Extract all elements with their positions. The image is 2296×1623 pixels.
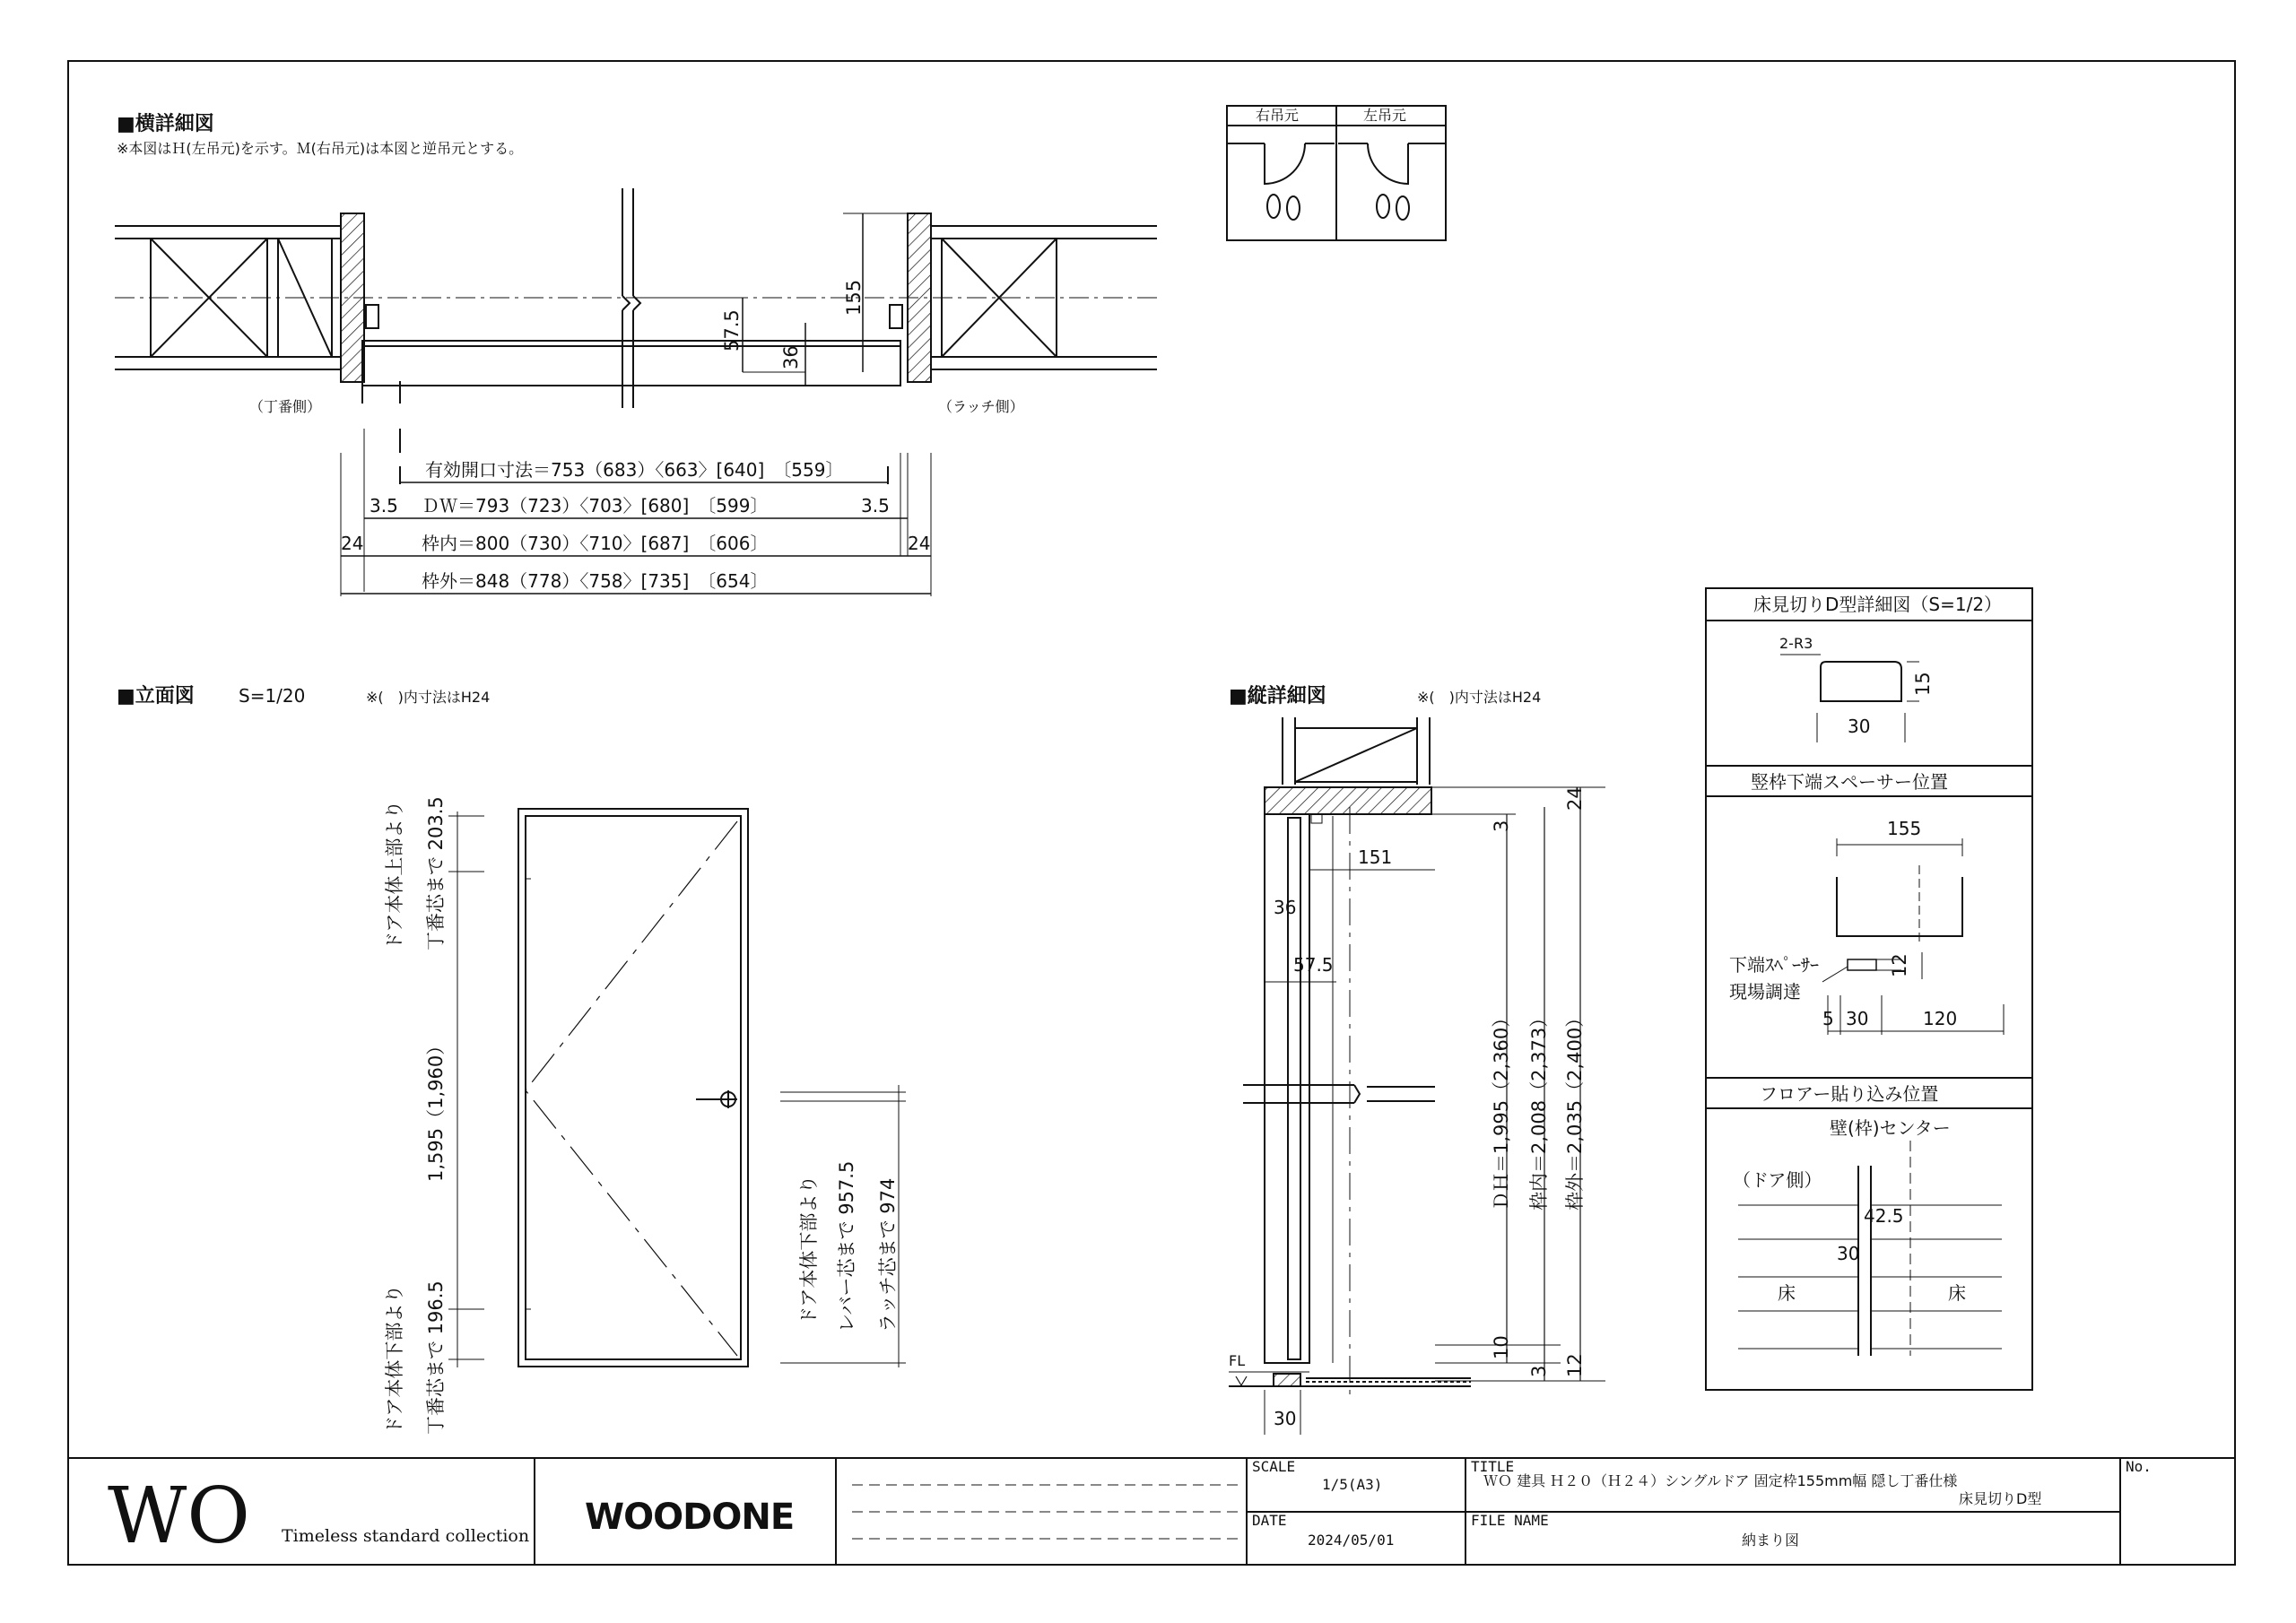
elev-door-bottom: ドア本体下部より — [798, 1175, 820, 1325]
sec-dim-57-5: 57.5 — [1293, 954, 1334, 976]
plan-dim-36: 36 — [780, 345, 802, 369]
elev-hinge-top: ドア本体上部より — [384, 800, 405, 950]
latch-side-label: （ラッチ側） — [938, 398, 1024, 415]
file-name-value: 納まり図 — [1742, 1532, 1800, 1549]
date-value: 2024/05/01 — [1308, 1532, 1395, 1549]
elev-hinge-top-dim: 丁番芯まで 203.5 — [425, 796, 447, 950]
section-note: ※( )内寸法はH24 — [1417, 689, 1542, 706]
section-title: ■縦詳細図 — [1229, 685, 1326, 707]
elevation-note: ※( )内寸法はH24 — [366, 689, 491, 706]
elevation-scale: S=1/20 — [239, 685, 306, 707]
spacer-dim-155: 155 — [1887, 818, 1922, 839]
sec-dh-dim: ＤＨ＝1,995（2,360） — [1491, 1008, 1512, 1211]
file-name-label: FILE NAME — [1471, 1512, 1549, 1529]
sec-fl-label: FL — [1229, 1352, 1246, 1369]
plan-gap-right: 3.5 — [861, 495, 890, 516]
legend-left-hinge: 左吊元 — [1363, 107, 1407, 124]
sec-top-24: 24 — [1564, 786, 1586, 811]
floor-title: フロアー貼り込み位置 — [1760, 1083, 1939, 1105]
plan-inner-right: 24 — [908, 533, 931, 554]
plan-inner-left: 24 — [341, 533, 364, 554]
elevation-title: ■立面図 — [117, 685, 195, 707]
sec-bot-3: 3 — [1528, 1365, 1550, 1377]
spacer-dim-12: 12 — [1889, 953, 1910, 977]
floor-center: 壁(枠)センター — [1830, 1117, 1951, 1139]
legend-right-hinge: 右吊元 — [1256, 107, 1300, 124]
plan-inner-dim: 枠内＝800（730）〈710〉[687] 〔606〕 — [422, 533, 769, 554]
hinge-side-label: （丁番側） — [249, 398, 322, 415]
spacer-title: 竪枠下端スペーサー位置 — [1751, 771, 1948, 793]
floor-left: 床 — [1778, 1282, 1796, 1304]
title-line1: ＷＯ 建具 Ｈ２０（Ｈ２４）シングルドア 固定枠155mm幅 隠し丁番仕様 — [1483, 1472, 1958, 1489]
elev-hinge-bottom: ドア本体下部より — [384, 1284, 405, 1435]
plan-title: ■横詳細図 — [117, 113, 214, 135]
plan-outer-dim: 枠外＝848（778）〈758〉[735] 〔654〕 — [422, 570, 769, 592]
plan-dw-dim: ＤＷ＝793（723）〈703〉[680] 〔599〕 — [422, 495, 769, 516]
sheet-no-label: No. — [2126, 1458, 2152, 1475]
brand-tagline: Timeless standard collection — [282, 1526, 530, 1546]
plan-gap-left: 3.5 — [370, 495, 398, 516]
spacer-site: 現場調達 — [1729, 981, 1801, 1002]
sec-bot-12: 12 — [1564, 1353, 1586, 1377]
elev-mid-dim: 1,595（1,960） — [425, 1036, 447, 1182]
woodone-logo: WOODONE — [585, 1497, 795, 1538]
plan-dim-57-5: 57.5 — [721, 309, 743, 352]
elev-lever-dim: レバー芯まで 957.5 — [836, 1160, 857, 1332]
spacer-label: 下端ｽﾍﾟｰｻｰ — [1729, 954, 1819, 976]
sill-height: 15 — [1912, 672, 1934, 696]
sec-bot-10: 10 — [1491, 1335, 1512, 1359]
spacer-dim-120: 120 — [1923, 1008, 1958, 1029]
plan-dim-155: 155 — [843, 279, 865, 316]
elev-hinge-bottom-dim: 丁番芯まで 196.5 — [425, 1280, 447, 1435]
floor-dim-42-5: 42.5 — [1864, 1205, 1904, 1227]
sill-radius: 2-R3 — [1779, 635, 1813, 652]
spacer-dim-5: 5 — [1822, 1008, 1834, 1029]
floor-door-side: （ドア側） — [1733, 1169, 1822, 1191]
elev-latch-dim: ラッチ芯まで 974 — [877, 1177, 899, 1332]
floor-right: 床 — [1948, 1282, 1966, 1304]
title-line2: 床見切りD型 — [1959, 1490, 2042, 1507]
date-label: DATE — [1252, 1512, 1287, 1529]
plan-opening-dim: 有効開口寸法＝753（683）〈663〉[640] 〔559〕 — [425, 459, 844, 481]
hinge-legend-box — [1227, 106, 1446, 240]
brand-mark: WO — [108, 1471, 250, 1561]
sec-dim-30: 30 — [1274, 1408, 1297, 1429]
scale-label: SCALE — [1252, 1458, 1296, 1475]
sec-outer-dim: 枠外＝2,035（2,400） — [1564, 1008, 1586, 1211]
sill-width: 30 — [1848, 716, 1871, 737]
sill-detail-title: 床見切りD型詳細図（S=1/2） — [1753, 594, 2003, 615]
sec-dim-36: 36 — [1274, 897, 1297, 918]
title-label: TITLE — [1471, 1458, 1515, 1475]
floor-dim-30: 30 — [1837, 1243, 1860, 1264]
sec-top-3: 3 — [1491, 820, 1512, 832]
spacer-dim-30: 30 — [1846, 1008, 1869, 1029]
scale-value: 1/5(A3) — [1322, 1476, 1383, 1493]
sec-dim-151: 151 — [1358, 846, 1393, 868]
sec-inner-dim: 枠内＝2,008（2,373） — [1528, 1008, 1550, 1211]
plan-note: ※本図はＨ(左吊元)を示す。Ｍ(右吊元)は本図と逆吊元とする。 — [117, 140, 524, 157]
